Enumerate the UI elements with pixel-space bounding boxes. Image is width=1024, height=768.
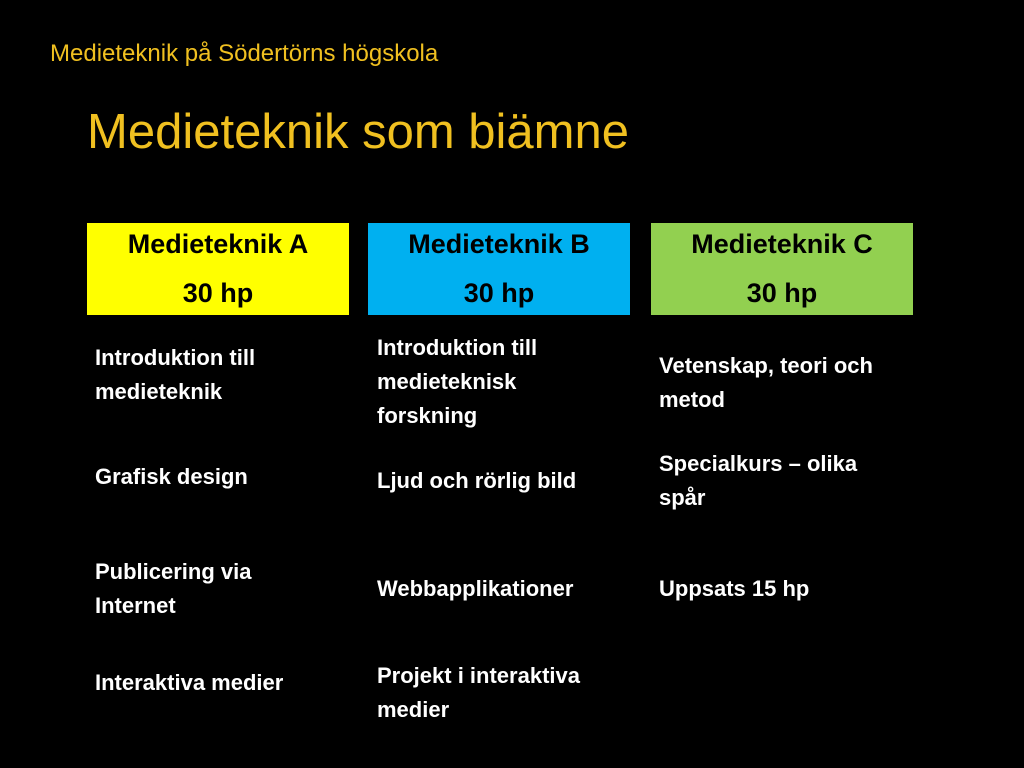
column-credits: 30 hp — [463, 278, 535, 308]
course-cell — [377, 554, 627, 624]
course-name: Introduktion till medieteknik — [95, 345, 256, 404]
column-header-b — [368, 223, 630, 315]
course-name: Grafisk design — [95, 464, 248, 489]
course-cell — [659, 554, 914, 624]
course-name: Projekt i interaktiva medier — [377, 663, 580, 722]
column-credits: 30 hp — [746, 278, 818, 308]
course-cell — [377, 330, 627, 434]
course-name: Ljud och rörlig bild — [377, 468, 577, 493]
slide-title: Medieteknik som biämne — [87, 105, 629, 159]
course-name: Uppsats 15 hp — [659, 576, 810, 601]
course-cell — [377, 658, 627, 728]
course-name: Webbapplikationer — [377, 576, 574, 601]
course-cell — [95, 554, 350, 624]
column-header-a — [87, 223, 349, 315]
course-name: Publicering via Internet — [95, 559, 252, 618]
column-header-c — [651, 223, 913, 315]
course-cell — [659, 658, 914, 728]
course-cell — [659, 348, 914, 418]
course-cell — [659, 446, 914, 516]
course-cell — [377, 446, 627, 516]
column-name: Medieteknik B — [408, 229, 590, 259]
course-name: Interaktiva medier — [95, 670, 284, 695]
column-name: Medieteknik A — [127, 229, 309, 259]
institution-header: Medieteknik på Södertörns högskola — [50, 40, 439, 67]
course-name: Vetenskap, teori och metod — [659, 353, 873, 412]
column-credits: 30 hp — [182, 278, 254, 308]
course-cell — [95, 648, 350, 718]
course-cell — [95, 442, 350, 512]
course-name: Introduktion till medieteknisk forskning — [377, 335, 538, 428]
course-name: Specialkurs – olika spår — [659, 451, 858, 510]
course-cell — [95, 340, 350, 410]
column-name: Medieteknik C — [691, 229, 873, 259]
